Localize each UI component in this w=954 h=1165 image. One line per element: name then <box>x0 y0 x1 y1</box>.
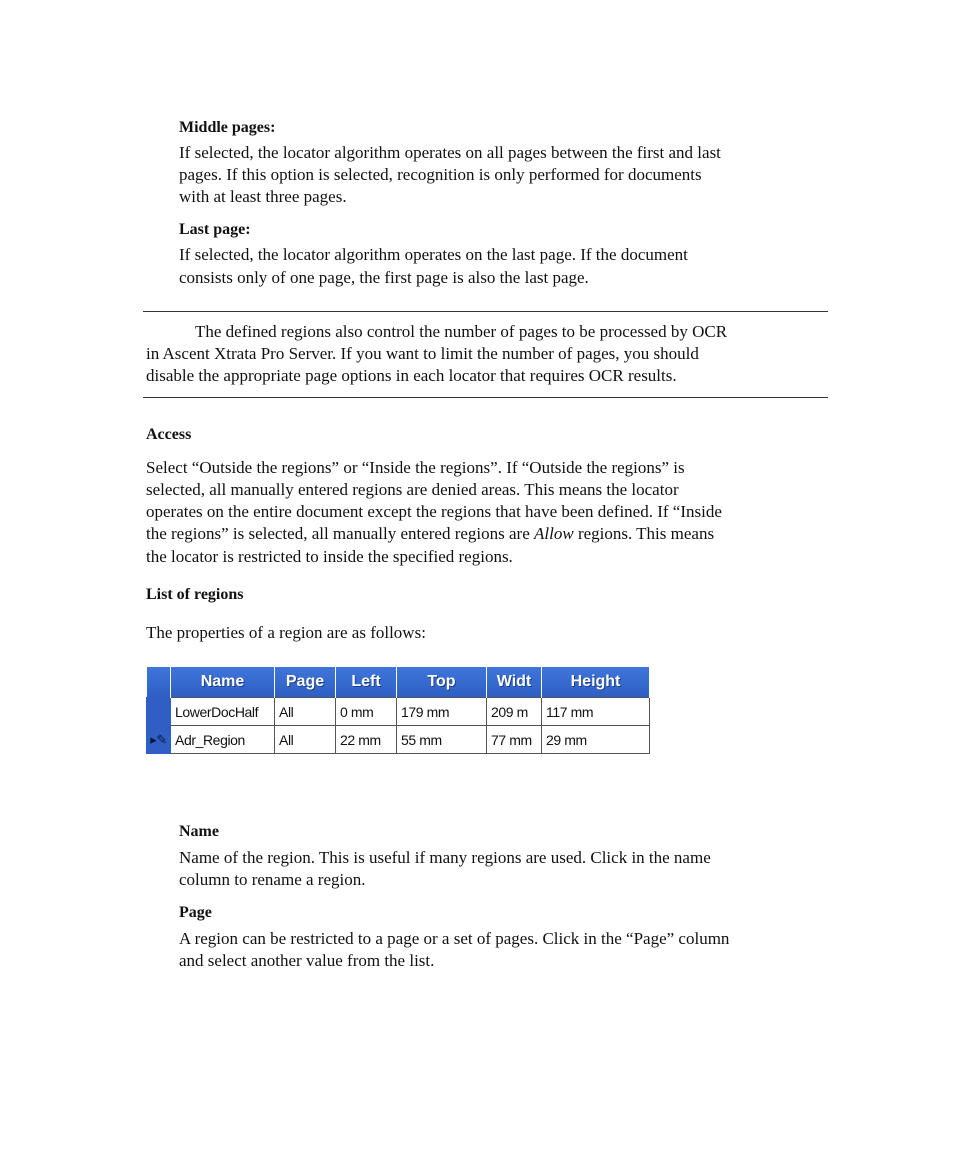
column-header-name[interactable]: Name <box>171 667 275 698</box>
regions-grid <box>146 667 651 754</box>
cell-width[interactable]: 209 m <box>487 698 542 726</box>
access-line-2: selected, all manually entered regions are denied areas. This means the locator <box>146 480 679 499</box>
cell-page[interactable]: All <box>275 698 336 726</box>
access-line-1: Select “Outside the regions” or “Inside the regions”. If “Outside the regions” is <box>146 458 685 477</box>
table-row[interactable] <box>147 698 650 726</box>
cell-top[interactable]: 55 mm <box>397 726 487 754</box>
list-of-regions-intro: The properties of a region are as follows: <box>146 623 426 642</box>
column-header-left[interactable]: Left <box>336 667 397 698</box>
cell-height[interactable]: 117 mm <box>542 698 650 726</box>
cell-width[interactable]: 77 mm <box>487 726 542 754</box>
cell-name[interactable]: Adr_Region <box>171 726 275 754</box>
access-line-4-a: the regions” is selected, all manually entered regions are <box>146 524 535 543</box>
column-header-width[interactable]: Widt <box>487 667 542 698</box>
cell-page[interactable]: All <box>275 726 336 754</box>
cell-top[interactable]: 179 mm <box>397 698 487 726</box>
cell-left[interactable]: 0 mm <box>336 698 397 726</box>
last-page-heading: Last page: <box>179 221 251 238</box>
access-line-4-b: regions. This means <box>573 524 715 543</box>
regions-table <box>146 667 650 754</box>
middle-pages-heading: Middle pages: <box>179 119 276 136</box>
column-header-top[interactable]: Top <box>397 667 487 698</box>
name-line-2: column to rename a region. <box>179 870 366 889</box>
note-line-3: disable the appropriate page options in each locator that requires OCR results. <box>146 366 677 385</box>
note-top-rule <box>143 311 828 312</box>
column-header-page[interactable]: Page <box>275 667 336 698</box>
access-allow-italic: Allow <box>534 524 574 543</box>
middle-pages-line-3: with at least three pages. <box>179 187 347 206</box>
column-header-height[interactable]: Height <box>542 667 650 698</box>
middle-pages-line-2: pages. If this option is selected, recognition is only performed for documents <box>179 165 702 184</box>
regions-header-row <box>147 667 650 698</box>
note-line-1: The defined regions also control the number of pages to be processed by OCR <box>195 322 728 341</box>
last-page-line-2: consists only of one page, the first page is also the last page. <box>179 268 589 287</box>
access-line-5: the locator is restricted to inside the specified regions. <box>146 547 513 566</box>
page-line-2: and select another value from the list. <box>179 951 435 970</box>
cell-height[interactable]: 29 mm <box>542 726 650 754</box>
last-page-line-1: If selected, the locator algorithm operates on the last page. If the document <box>179 245 688 264</box>
page-line-1: A region can be restricted to a page or a set of pages. Click in the “Page” column <box>179 929 730 948</box>
table-row[interactable] <box>147 726 650 754</box>
middle-pages-line-1: If selected, the locator algorithm operates on all pages between the first and last <box>179 143 721 162</box>
name-heading: Name <box>179 823 219 840</box>
name-line-1: Name of the region. This is useful if many regions are used. Click in the name <box>179 848 711 867</box>
edit-pencil-icon: ▸✎ <box>150 732 167 747</box>
page-heading: Page <box>179 904 212 921</box>
row-header-corner <box>147 667 171 698</box>
cell-left[interactable]: 22 mm <box>336 726 397 754</box>
list-of-regions-heading: List of regions <box>146 586 244 603</box>
access-line-3: operates on the entire document except the regions that have been defined. If “Inside <box>146 502 722 521</box>
row-selector[interactable] <box>147 698 171 726</box>
access-line-4 <box>146 523 828 545</box>
cell-name[interactable]: LowerDocHalf <box>171 698 275 726</box>
row-selector[interactable] <box>147 726 171 754</box>
note-line-2: in Ascent Xtrata Pro Server. If you want to limit the number of pages, you should <box>146 344 699 363</box>
access-heading: Access <box>146 426 192 443</box>
note-bottom-rule <box>143 397 828 398</box>
